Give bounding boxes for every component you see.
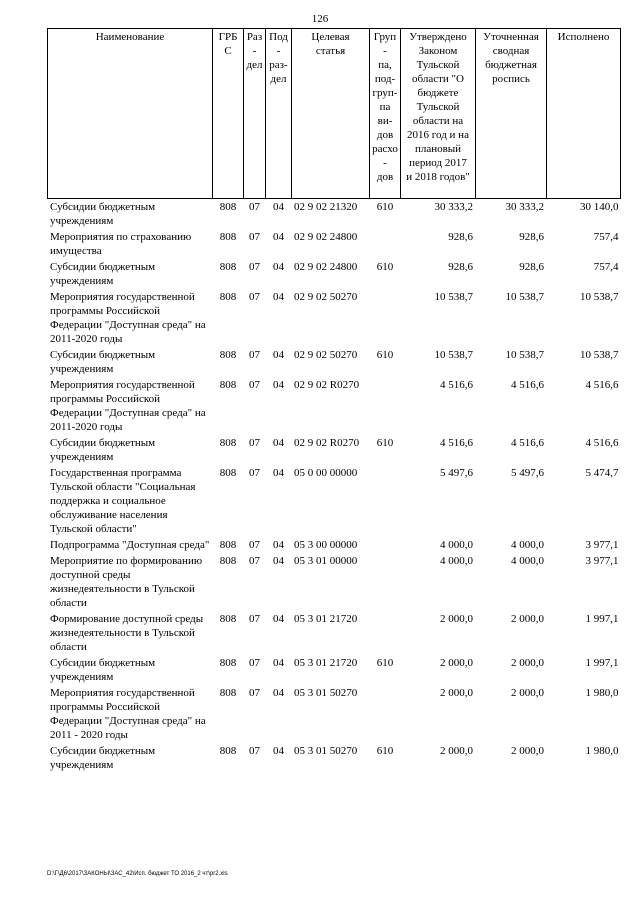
table-row xyxy=(48,377,621,435)
cell-target: 05 3 01 50270 xyxy=(294,687,358,699)
cell-section: 07 xyxy=(249,201,260,213)
cell-subsection: 04 xyxy=(273,657,284,669)
cell-executed: 30 140,0 xyxy=(580,201,619,213)
cell-subsection: 04 xyxy=(273,467,284,479)
cell-section: 07 xyxy=(249,349,260,361)
cell-target: 02 9 02 24800 xyxy=(294,231,358,243)
cell-grbs: 808 xyxy=(219,261,237,273)
cell-refined: 4 000,0 xyxy=(511,539,544,551)
table-row xyxy=(48,537,621,553)
cell-executed: 10 538,7 xyxy=(580,349,619,361)
cell-refined: 30 333,2 xyxy=(505,201,544,213)
cell-subsection: 04 xyxy=(273,555,284,567)
cell-group: 610 xyxy=(376,745,394,757)
cell-section: 07 xyxy=(249,745,260,757)
cell-name: Субсидии бюджетным учреждениям xyxy=(50,657,156,683)
cell-group xyxy=(370,229,401,259)
cell-subsection: 04 xyxy=(273,201,284,213)
table-row xyxy=(48,435,621,465)
cell-target: 05 3 01 21720 xyxy=(294,613,358,625)
table-body xyxy=(48,199,621,774)
header-approved: Утверждено Законом Тульской области "О бюджете Тульской области на 2016 год и на плановый период 2017 и 2018 годов" xyxy=(401,29,476,199)
cell-approved: 4 516,6 xyxy=(440,379,473,391)
table-row xyxy=(48,229,621,259)
cell-name: Мероприятие по формированию доступной среды жизнедеятельности в Тульской области xyxy=(50,555,203,609)
cell-grbs: 808 xyxy=(219,657,237,669)
cell-grbs: 808 xyxy=(219,745,237,757)
cell-group: 610 xyxy=(376,349,394,361)
cell-target: 05 0 00 00000 xyxy=(294,467,358,479)
cell-name: Субсидии бюджетным учреждениям xyxy=(50,261,156,287)
cell-group xyxy=(370,289,401,347)
cell-grbs: 808 xyxy=(219,201,237,213)
cell-approved: 30 333,2 xyxy=(434,201,473,213)
cell-group xyxy=(370,685,401,743)
cell-section: 07 xyxy=(249,539,260,551)
cell-grbs: 808 xyxy=(219,555,237,567)
cell-name: Субсидии бюджетным учреждениям xyxy=(50,349,156,375)
cell-group xyxy=(370,377,401,435)
cell-grbs: 808 xyxy=(219,467,237,479)
cell-grbs: 808 xyxy=(219,613,237,625)
table-row xyxy=(48,289,621,347)
cell-grbs: 808 xyxy=(219,687,237,699)
cell-grbs: 808 xyxy=(219,291,237,303)
header-target: Целевая статья xyxy=(292,29,370,199)
table-row xyxy=(48,259,621,289)
cell-name: Подпрограмма "Доступная среда" xyxy=(50,539,210,551)
cell-group: 610 xyxy=(376,437,394,449)
cell-refined: 2 000,0 xyxy=(511,745,544,757)
cell-name: Государственная программа Тульской области "Социальная поддержка и социальное обслуживание населения Тульской области" xyxy=(50,467,196,535)
cell-grbs: 808 xyxy=(219,231,237,243)
cell-name: Формирование доступной среды жизнедеятельности в Тульской области xyxy=(50,613,204,653)
cell-section: 07 xyxy=(249,657,260,669)
cell-group: 610 xyxy=(376,201,394,213)
cell-section: 07 xyxy=(249,613,260,625)
cell-executed: 3 977,1 xyxy=(585,555,619,567)
cell-target: 02 9 02 50270 xyxy=(294,349,358,361)
cell-approved: 928,6 xyxy=(448,231,473,243)
cell-name: Мероприятия государственной программы Российской Федерации "Доступная среда" на 2011 - 2020 годы xyxy=(50,687,206,741)
cell-refined: 2 000,0 xyxy=(511,657,544,669)
cell-approved: 4 000,0 xyxy=(440,539,473,551)
cell-approved: 2 000,0 xyxy=(440,613,473,625)
cell-subsection: 04 xyxy=(273,349,284,361)
cell-refined: 2 000,0 xyxy=(511,613,544,625)
cell-refined: 10 538,7 xyxy=(505,349,544,361)
cell-refined: 928,6 xyxy=(519,231,544,243)
cell-executed: 757,4 xyxy=(593,261,619,273)
cell-group xyxy=(370,611,401,655)
cell-executed: 1 997,1 xyxy=(585,613,619,625)
cell-refined: 4 516,6 xyxy=(511,379,544,391)
cell-section: 07 xyxy=(249,379,260,391)
cell-name: Мероприятия государственной программы Российской Федерации "Доступная среда" на 2011-2020 годы xyxy=(50,291,206,345)
cell-group xyxy=(370,465,401,537)
table-row xyxy=(48,553,621,611)
budget-table xyxy=(47,28,621,773)
table-row xyxy=(48,465,621,537)
cell-group xyxy=(370,553,401,611)
cell-name: Мероприятия государственной программы Российской Федерации "Доступная среда" на 2011-2020 годы xyxy=(50,379,206,433)
cell-target: 05 3 01 21720 xyxy=(294,657,358,669)
cell-group: 610 xyxy=(376,657,394,669)
cell-grbs: 808 xyxy=(219,379,237,391)
table-row xyxy=(48,685,621,743)
cell-subsection: 04 xyxy=(273,437,284,449)
cell-group: 610 xyxy=(376,261,394,273)
cell-executed: 10 538,7 xyxy=(580,291,619,303)
header-section: Раз- дел xyxy=(244,29,266,199)
cell-target: 02 9 02 24800 xyxy=(294,261,358,273)
cell-section: 07 xyxy=(249,437,260,449)
table-header-row xyxy=(48,29,621,199)
cell-section: 07 xyxy=(249,261,260,273)
cell-target: 05 3 01 00000 xyxy=(294,555,358,567)
cell-subsection: 04 xyxy=(273,231,284,243)
cell-refined: 5 497,6 xyxy=(511,467,544,479)
cell-executed: 5 474,7 xyxy=(585,467,619,479)
cell-target: 05 3 01 50270 xyxy=(294,745,358,757)
header-group: Груп- па, под- груп- па ви- дов расхо- дов xyxy=(370,29,401,199)
cell-subsection: 04 xyxy=(273,687,284,699)
page-number: 126 xyxy=(311,13,329,25)
cell-approved: 10 538,7 xyxy=(434,291,473,303)
table-row xyxy=(48,347,621,377)
cell-subsection: 04 xyxy=(273,261,284,273)
cell-target: 05 3 00 00000 xyxy=(294,539,358,551)
cell-section: 07 xyxy=(249,555,260,567)
cell-grbs: 808 xyxy=(219,349,237,361)
cell-refined: 4 000,0 xyxy=(511,555,544,567)
cell-executed: 757,4 xyxy=(593,231,619,243)
cell-approved: 2 000,0 xyxy=(440,745,473,757)
table-row xyxy=(48,199,621,230)
cell-approved: 2 000,0 xyxy=(440,657,473,669)
cell-name: Мероприятия по страхованию имущества xyxy=(50,231,192,257)
cell-refined: 4 516,6 xyxy=(511,437,544,449)
header-subsection: Под- раз- дел xyxy=(266,29,292,199)
table-row xyxy=(48,743,621,773)
cell-subsection: 04 xyxy=(273,539,284,551)
cell-name: Субсидии бюджетным учреждениям xyxy=(50,745,156,771)
cell-section: 07 xyxy=(249,291,260,303)
header-name: Наименование xyxy=(48,29,213,199)
cell-approved: 4 000,0 xyxy=(440,555,473,567)
footer-file-path: D:\Г\Д6\2017\ЗАКОНЫ\ЗАС_42\Исп. бюджет ТО 2016_2 чт\рr2.xls xyxy=(47,871,228,877)
cell-executed: 4 516,6 xyxy=(585,437,619,449)
cell-subsection: 04 xyxy=(273,379,284,391)
cell-subsection: 04 xyxy=(273,745,284,757)
cell-target: 02 9 02 21320 xyxy=(294,201,358,213)
cell-target: 02 9 02 50270 xyxy=(294,291,358,303)
cell-executed: 1 980,0 xyxy=(585,745,619,757)
cell-target: 02 9 02 R0270 xyxy=(294,437,360,449)
cell-refined: 2 000,0 xyxy=(511,687,544,699)
cell-executed: 1 997,1 xyxy=(585,657,619,669)
cell-executed: 3 977,1 xyxy=(585,539,619,551)
cell-refined: 928,6 xyxy=(519,261,544,273)
cell-refined: 10 538,7 xyxy=(505,291,544,303)
cell-grbs: 808 xyxy=(219,539,237,551)
cell-executed: 4 516,6 xyxy=(585,379,619,391)
cell-name: Субсидии бюджетным учреждениям xyxy=(50,437,156,463)
cell-approved: 5 497,6 xyxy=(440,467,473,479)
header-executed: Исполнено xyxy=(547,29,621,199)
cell-section: 07 xyxy=(249,467,260,479)
cell-section: 07 xyxy=(249,687,260,699)
cell-name: Субсидии бюджетным учреждениям xyxy=(50,201,156,227)
cell-grbs: 808 xyxy=(219,437,237,449)
cell-approved: 2 000,0 xyxy=(440,687,473,699)
cell-group xyxy=(370,537,401,553)
cell-approved: 928,6 xyxy=(448,261,473,273)
cell-subsection: 04 xyxy=(273,291,284,303)
cell-executed: 1 980,0 xyxy=(585,687,619,699)
cell-approved: 10 538,7 xyxy=(434,349,473,361)
table-row xyxy=(48,611,621,655)
cell-section: 07 xyxy=(249,231,260,243)
cell-subsection: 04 xyxy=(273,613,284,625)
header-refined: Уточненная сводная бюджетная роспись xyxy=(476,29,547,199)
header-grbs: ГРБС xyxy=(213,29,244,199)
cell-approved: 4 516,6 xyxy=(440,437,473,449)
cell-target: 02 9 02 R0270 xyxy=(294,379,360,391)
table-row xyxy=(48,655,621,685)
